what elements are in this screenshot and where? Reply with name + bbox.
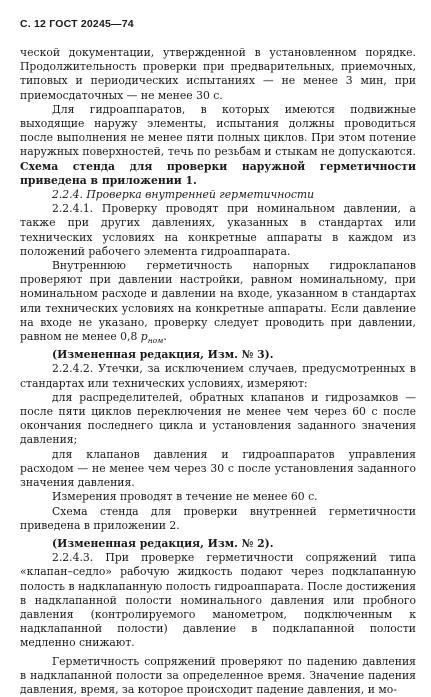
paragraph-2-2-4-1: 2.2.4.1. Проверку проводят при номинальном давлении, а также при других давлениях, указанных в стандартах или технических условиях на конкретные аппараты в каждом из положений рабочего элемента гидроаппарата. <box>20 202 416 258</box>
paragraph-pressure-drop: Герметичность сопряжений проверяют по падению давления в надклапанной полости за определенное время. Значение падения давления, время, за которое происходит падение давления, и мо- <box>20 654 416 696</box>
paragraph-2-2-4-3: 2.2.4.3. При проверке герметичности сопряжений типа «клапан–седло» рабочую жидкость подают через подклапанную полость в надклапанную полость гидроаппарата. После достижения в надклапанной полости номинального давления или пробного давления (контролируемого манометром, подключенным к надклапанной полости) давление в подклапанной полости медленно снижают. <box>20 551 416 650</box>
amendment-note-2: (Измененная редакция, Изм. № 2). <box>52 536 274 550</box>
paragraph-distributors: для распределителей, обратных клапанов и гидрозамков — после пяти циклов переключения не менее чем через 60 с после окончания последнего цикла и установления заданного значения давления; <box>20 390 416 447</box>
section-heading-2-2-4: 2.2.4. Проверка внутренней герметичности <box>52 188 315 202</box>
pressure-valves-text: Внутреннюю герметичность напорных гидроклапанов проверяют при давлении настройки, равном номинальному, при номинальном расходе и давлении на входе, указанном в стандартах или технических условиях на конкретные аппараты. Если давление на входе не указано, проверку следует проводить при давлении, равном не менее 0,8 <box>20 259 416 344</box>
amendment-note-3: (Измененная редакция, Изм. № 3). <box>52 348 274 362</box>
paragraph-measurement-time: Измерения проводят в течение не менее 60 с. <box>52 490 318 504</box>
paragraph-pressure-valves: Внутреннюю герметичность напорных гидроклапанов проверяют при давлении настройки, равном номинальному, при номинальном расходе и давлении на входе, указанном в стандартах или технических условиях на конкретные аппараты. Если давление на входе не указано, проверку следует проводить при давлении, равном не менее 0,8 $p_{ном}$. <box>20 259 416 346</box>
paragraph-external-tightness: Для гидроаппаратов, в которых имеются подвижные выходящие наружу элементы, испытания должны проводиться после выполнения не менее пяти полных циклов. При этом потение наружных поверхностей, течь по резьбам и стыкам не допускаются. Схема стенда для проверки наружной герметичности приведена в приложении 1. <box>20 102 416 187</box>
paragraph-2-2-4-2: 2.2.4.2. Утечки, за исключением случаев, предусмотренных в стандартах или технических условиях, измеряют: <box>20 362 416 390</box>
paragraph-continuation: ческой документации, утвержденной в установленном порядке. Продолжительность проверки при предварительных, приемочных, типовых и периодических испытаниях — не менее 3 мин, при приемосдаточных — не менее 30 с. <box>20 46 416 102</box>
page-header: С. 12 ГОСТ 20245—74 <box>20 18 134 30</box>
nominal-pressure-subscript: ном <box>147 336 164 346</box>
nominal-pressure-symbol: p <box>140 330 148 344</box>
document-body <box>20 46 416 697</box>
paragraph-internal-scheme: Схема стенда для проверки внутренней герметичности приведена в приложении 2. <box>20 504 416 532</box>
external-scheme-reference: Схема стенда для проверки наружной герметичности приведена в приложении 1. <box>20 159 416 187</box>
paragraph-pressure-control: для клапанов давления и гидроаппаратов управления расходом — не менее чем через 30 с после установления заданного значения давления. <box>20 447 416 490</box>
